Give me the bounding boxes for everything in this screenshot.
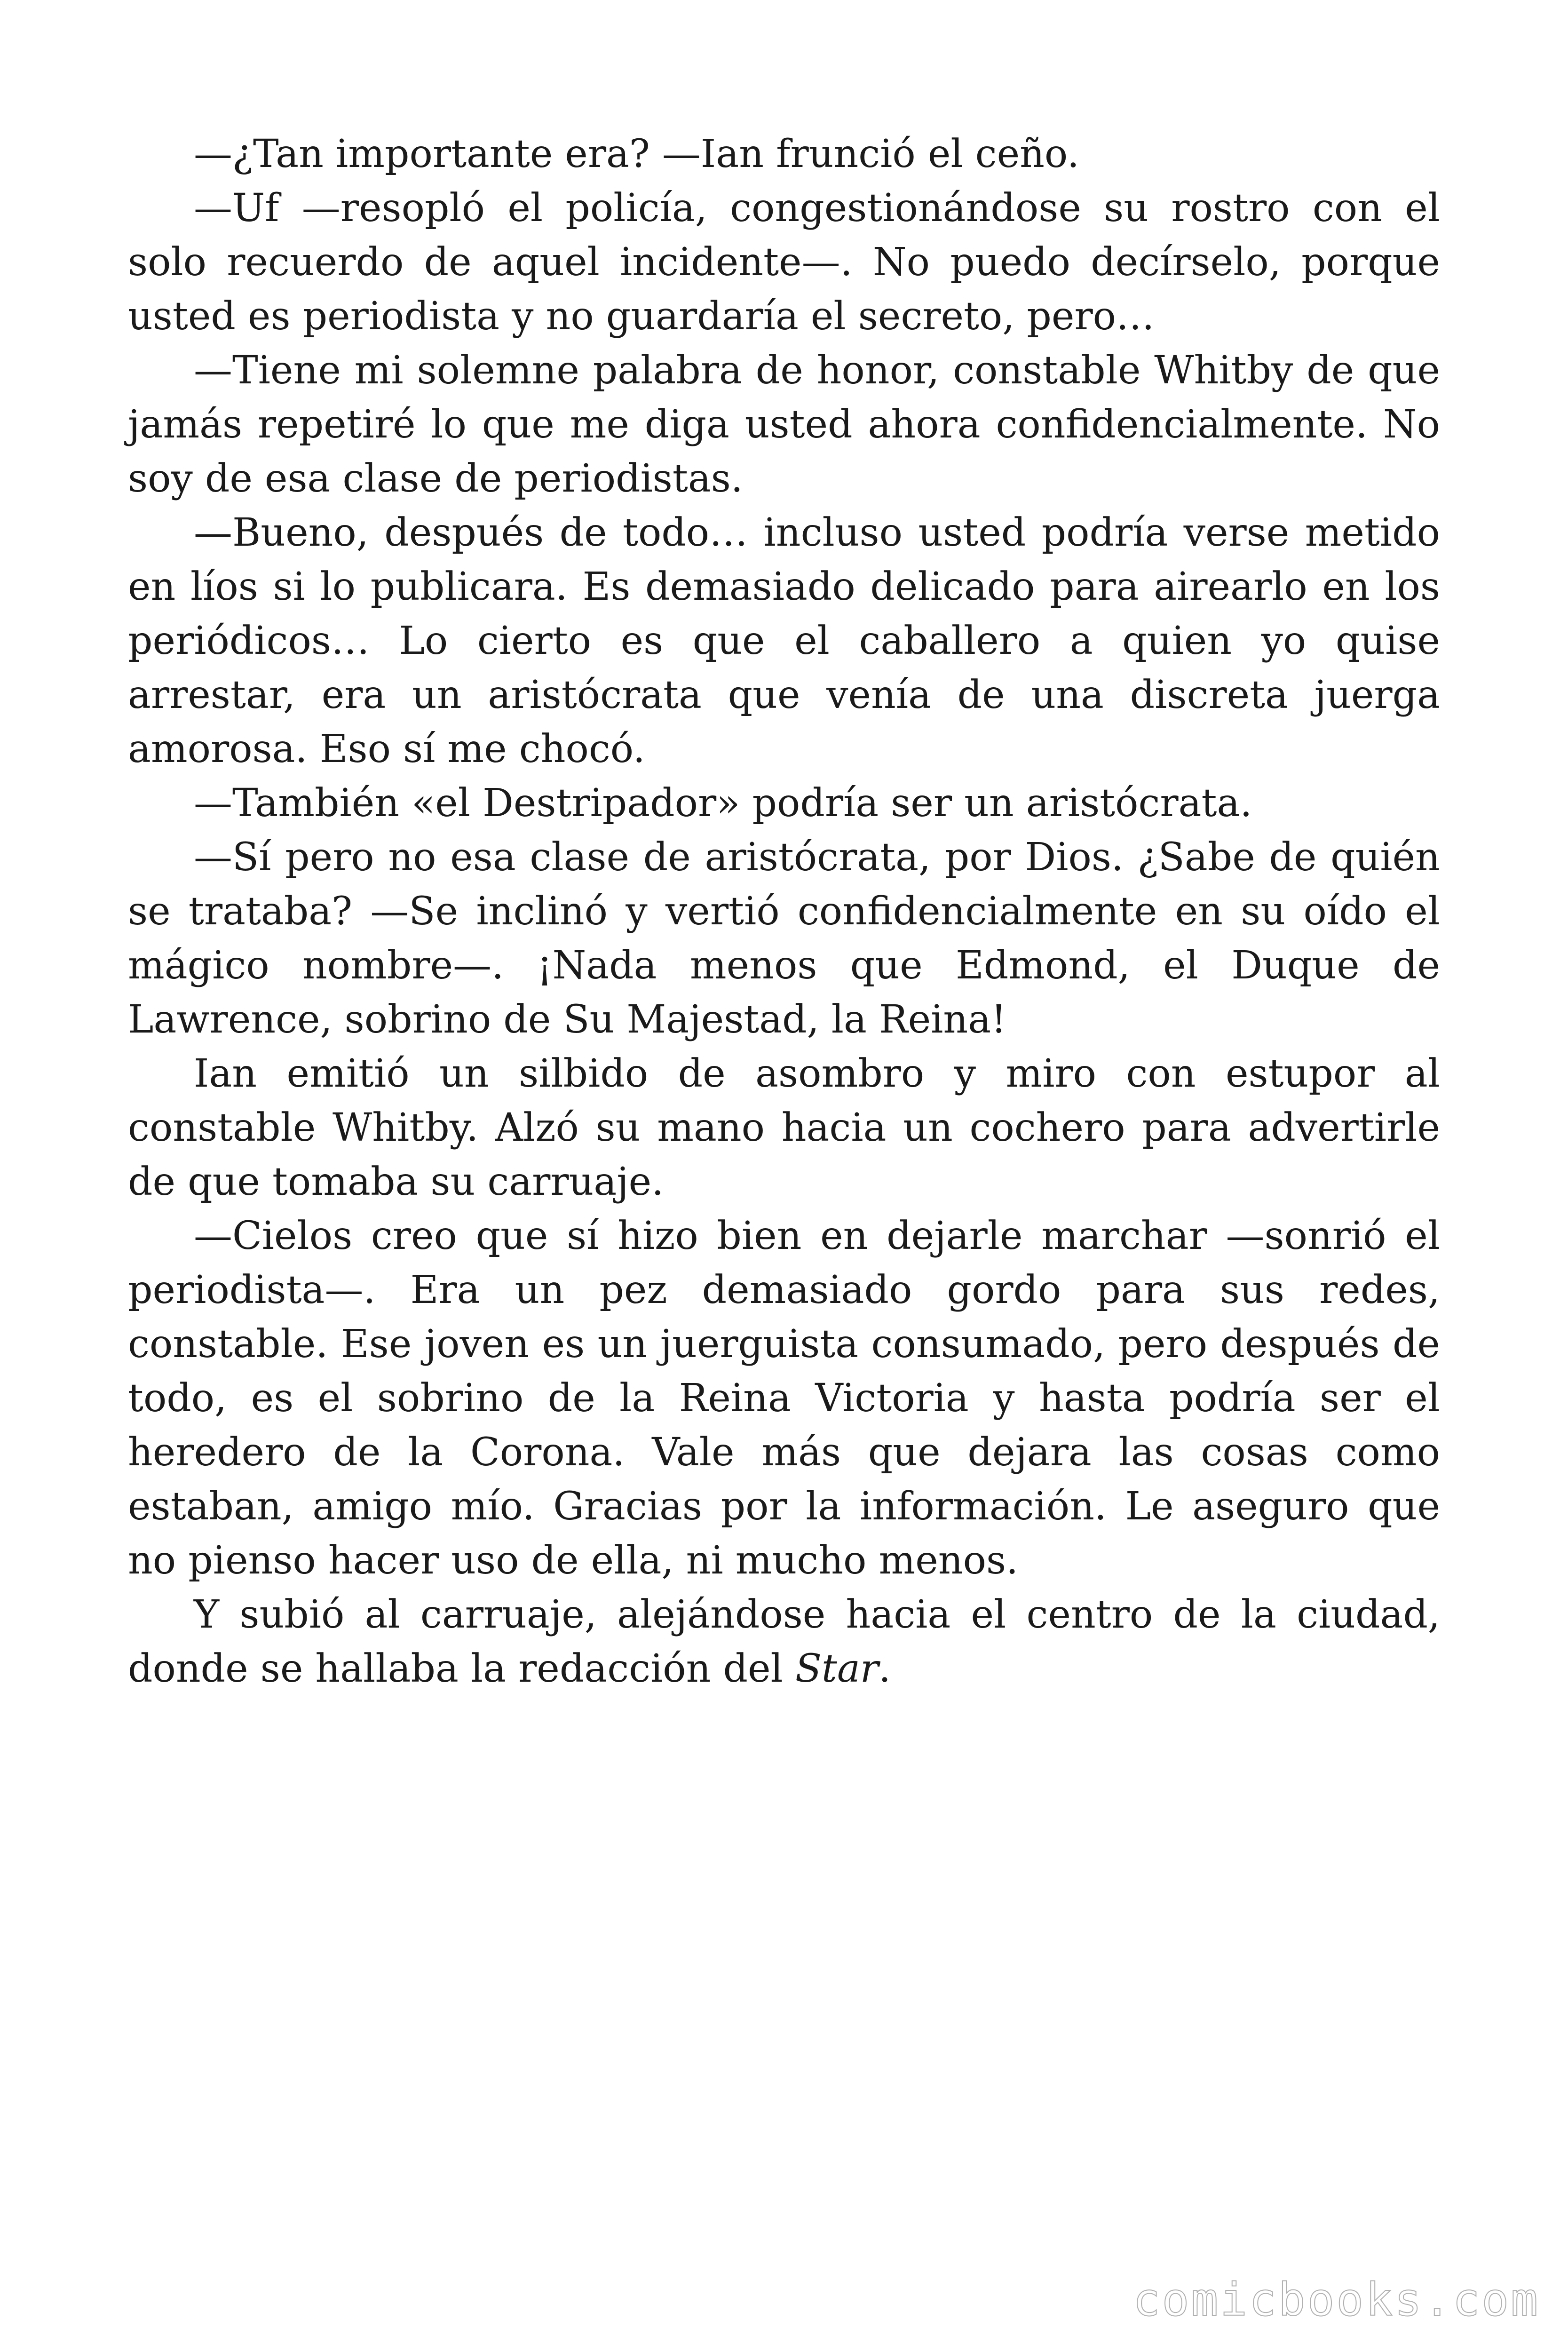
paragraph-text-end: . bbox=[879, 1646, 891, 1691]
paragraph: —Bueno, después de todo… incluso usted podría verse metido en líos si lo publicara. Es demasiado delicado para airearlo en los periódicos… Lo cierto es que el caballero a quien yo quise arrestar, era un aristócrata que venía de una discreta juerga amorosa. Eso sí me chocó. bbox=[128, 510, 1440, 771]
paragraph: —Tiene mi solemne palabra de honor, constable Whitby de que jamás repetiré lo que me diga usted ahora confidencialmente. No soy de esa clase de periodistas. bbox=[128, 348, 1440, 501]
paragraph: —Uf —resopló el policía, congestionándose su rostro con el solo recuerdo de aquel incidente—. No puedo decírselo, porque usted es periodista y no guardaría el secreto, pero… bbox=[128, 186, 1440, 339]
paragraph: —Cielos creo que sí hizo bien en dejarle marchar —sonrió el periodista—. Era un pez demasiado gordo para sus redes, constable. Ese joven es un juerguista consumado, pero después de todo, es el sobrino de la Reina Victoria y hasta podría ser el heredero de la Corona. Vale más que dejara las cosas como estaban, amigo mío. Gracias por la información. Le aseguro que no pienso hacer uso de ella, ni mucho menos. bbox=[128, 1214, 1440, 1583]
paragraph: —También «el Destripador» podría ser un aristócrata. bbox=[194, 781, 1252, 826]
paragraph: —¿Tan importante era? —Ian frunció el ceño. bbox=[194, 132, 1079, 176]
body-text bbox=[128, 127, 1440, 1696]
paragraph: —Sí pero no esa clase de aristócrata, por Dios. ¿Sabe de quién se trataba? —Se inclinó y vertió confidencialmente en su oído el mágico nombre—. ¡Nada menos que Edmond, el Duque de Lawrence, sobrino de Su Majestad, la Reina! bbox=[128, 835, 1440, 1042]
paragraph: Ian emitió un silbido de asombro y miro con estupor al constable Whitby. Alzó su mano hacia un cochero para advertirle de que tomaba su carruaje. bbox=[128, 1051, 1440, 1204]
newspaper-title: Star bbox=[795, 1646, 879, 1691]
paragraph-last bbox=[128, 1588, 1440, 1696]
paragraph-text: Y subió al carruaje, alejándose hacia el centro de la ciudad, donde se hallaba la redacción del bbox=[128, 1592, 1440, 1691]
watermark-logo: comicbooks.com bbox=[1132, 2273, 1540, 2326]
